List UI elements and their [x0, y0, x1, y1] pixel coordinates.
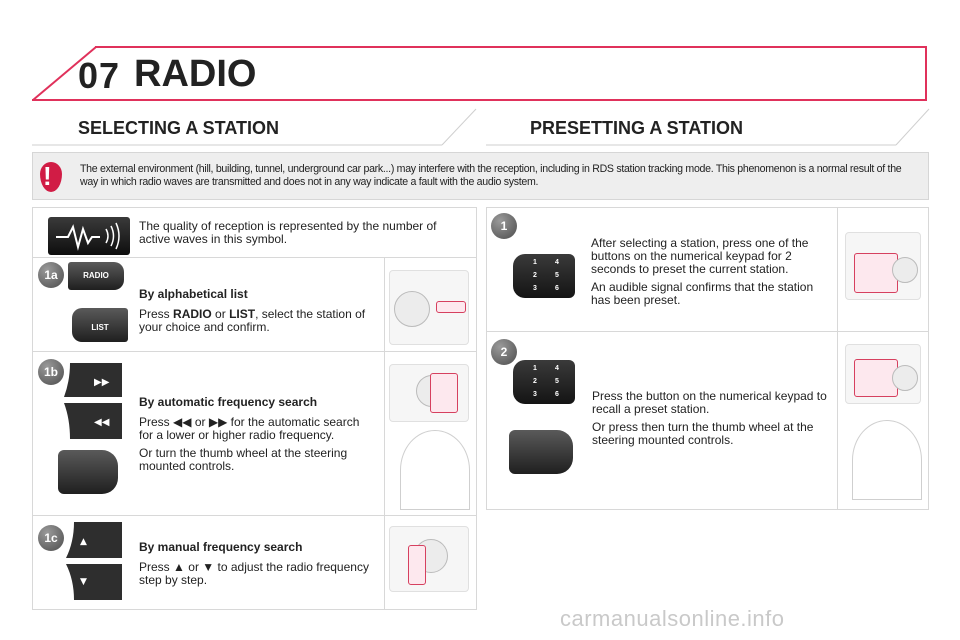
panel-knob — [394, 291, 430, 327]
left-image-column-divider — [384, 257, 385, 610]
step-1c-text — [139, 541, 374, 592]
keypad-image-1: 1 4 2 5 3 6 — [513, 254, 575, 298]
steering-wheel-image-1b — [400, 430, 470, 510]
step-1-text — [591, 237, 827, 312]
left-divider-1 — [32, 257, 477, 258]
svg-text:▼: ▼ — [80, 577, 87, 587]
rewind-icon: ◀◀ — [173, 415, 192, 429]
left-divider-3 — [32, 515, 477, 516]
keypad-panel-image-2 — [845, 344, 921, 404]
reception-text: The quality of reception is represented by the number of active waves in this symbol. — [139, 219, 437, 246]
seek-key-highlight — [430, 373, 458, 413]
right-image-column-divider — [837, 207, 838, 510]
warning-icon: ! — [40, 160, 66, 194]
step-2-text — [592, 390, 828, 452]
forward-icon: ▶▶ — [208, 415, 228, 429]
up-down-buttons-image — [64, 520, 124, 602]
svg-text:▲: ▲ — [80, 537, 87, 547]
watermark: carmanualsonline.info — [560, 606, 785, 631]
step-2-line1: Press the button on the numerical keypad to recall a preset station. — [592, 389, 827, 416]
panel-knob — [892, 365, 918, 391]
step-1b-heading: By automatic frequency search — [139, 395, 318, 409]
left-section-title: SELECTING A STATION — [78, 118, 279, 138]
page-title: RADIO — [134, 53, 257, 95]
seek-buttons-image — [60, 361, 124, 441]
audio-panel-image-1b — [389, 364, 469, 422]
right-section-title: PRESETTING A STATION — [530, 118, 744, 138]
header-bottom-line — [32, 99, 927, 101]
step-1a-body: Press RADIO or LIST, select the station of your choice and confirm. — [139, 307, 366, 334]
right-divider — [486, 331, 929, 332]
step-2-line2: Or press then turn the thumb wheel at the steering mounted controls. — [592, 420, 814, 447]
thumb-wheel-image-2 — [509, 430, 573, 474]
step-1b-text — [139, 396, 374, 478]
panel-knob — [892, 257, 918, 283]
step-1-line1: After selecting a station, press one of the buttons on the numerical keypad for 2 seconds to preset the current station. — [591, 236, 809, 276]
reception-symbol — [48, 217, 130, 255]
step-1c-heading: By manual frequency search — [139, 540, 303, 554]
warning-text: The external environment (hill, building, tunnel, underground car park...) may interfere with the reception, including in RDS station tracking mode. This phenomenon is a normal result of the way in which radio waves are transmitted and does not in any way indicate a fault with the audio system. — [80, 163, 902, 188]
badge-1a: 1a — [38, 262, 64, 288]
down-arrow-icon: ▼ — [202, 560, 215, 574]
thumb-wheel-image — [58, 450, 118, 494]
keypad-panel-image-1 — [845, 232, 921, 300]
audio-panel-image-1a — [389, 270, 469, 345]
badge-1c: 1c — [38, 525, 64, 551]
svg-text:◀◀: ◀◀ — [94, 417, 110, 428]
badge-2: 2 — [491, 339, 517, 365]
step-1b-line2: Or turn the thumb wheel at the steering mounted controls. — [139, 446, 348, 473]
up-arrow-icon: ▲ — [173, 560, 185, 574]
audio-panel-image-1c — [389, 526, 469, 592]
list-button-label: LIST — [91, 323, 109, 332]
header-top-line — [95, 46, 927, 48]
arrow-key-highlight — [408, 545, 426, 585]
svg-text:▶▶: ▶▶ — [94, 377, 110, 388]
step-1a-heading: By alphabetical list — [139, 287, 248, 301]
radio-button[interactable] — [68, 262, 124, 290]
badge-1b: 1b — [38, 359, 64, 385]
badge-1: 1 — [491, 213, 517, 239]
keypad-image-2: 1 4 2 5 3 6 — [513, 360, 575, 404]
step-1b-line1: Press ◀◀ or ▶▶ for the automatic search for a lower or higher radio frequency. — [139, 415, 360, 442]
steering-wheel-image-2 — [852, 420, 922, 500]
step-1c-line1: Press ▲ or ▼ to adjust the radio frequency step by step. — [139, 560, 369, 587]
list-button[interactable] — [72, 308, 128, 342]
radio-key-highlight — [436, 301, 466, 313]
wave-signal-icon — [48, 217, 130, 255]
left-divider-2 — [32, 351, 477, 352]
chapter-number: 07 — [78, 55, 121, 96]
step-1-line2: An audible signal confirms that the station has been preset. — [591, 280, 814, 307]
step-1a-text — [139, 288, 374, 339]
radio-button-label: RADIO — [83, 271, 109, 280]
